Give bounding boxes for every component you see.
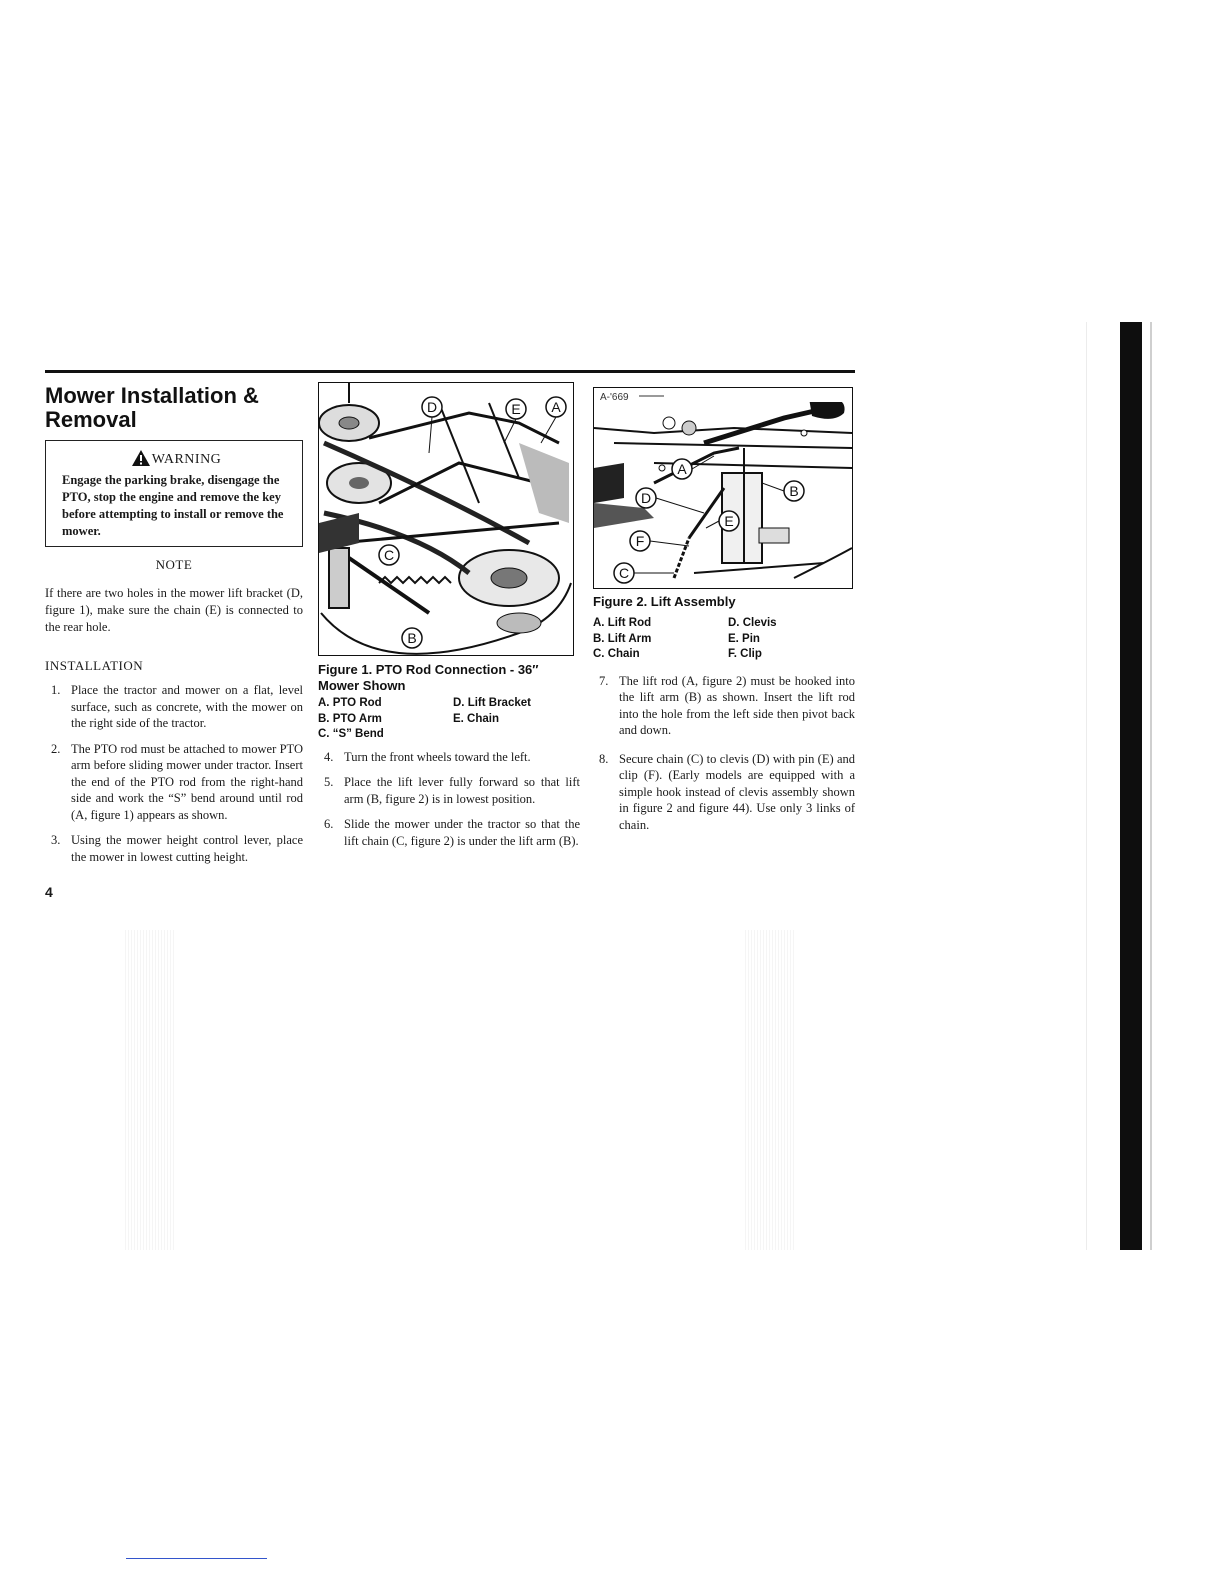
- legend-item: B. Lift Arm: [593, 632, 652, 645]
- warning-box: [45, 440, 303, 547]
- page-title: Mower Installation & Removal: [45, 383, 259, 432]
- legend-item: E. Pin: [728, 632, 760, 645]
- note-heading: NOTE: [155, 557, 193, 572]
- figure-1-caption: Figure 1. PTO Rod Connection - 36″ Mower Shown: [318, 662, 539, 693]
- step-number: 4.: [324, 749, 334, 764]
- figure-2-tag: A-'669: [600, 392, 629, 403]
- callout-f: F: [635, 533, 645, 549]
- legend-item: C. Chain: [593, 648, 640, 660]
- lift-assembly-drawing: [594, 388, 852, 588]
- callout-e: E: [511, 401, 521, 417]
- steps-7-8: [593, 673, 855, 834]
- steps-4-6: [318, 749, 580, 850]
- legend-item: E. Chain: [453, 712, 500, 725]
- step-text: Using the mower height control lever, place the mower in lowest cutting height.: [71, 833, 303, 864]
- step-item: [45, 832, 303, 865]
- step-text: The PTO rod must be attached to mower PTO arm before sliding mower under tractor. Insert the end of the PTO rod from the right-hand side and work the “S” bend around until rod (A, figure 1) appears as shown.: [71, 741, 303, 822]
- legend-item: [453, 727, 580, 743]
- page-number: 4: [45, 884, 53, 900]
- scan-speckle: [745, 930, 795, 1250]
- column-1: [45, 382, 303, 874]
- callout-a: A: [551, 399, 561, 415]
- step-item: [45, 682, 303, 732]
- figure-2-illustration: [593, 387, 853, 589]
- step-number: 7.: [599, 673, 609, 688]
- callout-b: B: [407, 630, 417, 646]
- warning-text: Engage the parking brake, disengage the PTO, stop the engine and remove the key before attempting to install or remove the mower.: [62, 473, 284, 538]
- step-number: 6.: [324, 817, 334, 831]
- figure-2-legend: [593, 616, 855, 663]
- warning-triangle-icon: [131, 449, 151, 467]
- underline-artifact: [126, 1558, 267, 1559]
- callout-a: A: [677, 461, 687, 477]
- callout-d: D: [640, 490, 652, 506]
- scan-speckle: [125, 930, 175, 1250]
- callout-c: C: [383, 547, 395, 563]
- column-2: [318, 382, 580, 858]
- step-item: [318, 774, 580, 807]
- callout-c: C: [618, 565, 630, 581]
- step-text: Secure chain (C) to clevis (D) with pin (E) and clip (F). (Early models are equipped with a simple hook instead of clevis assembly shown in figure 2 and figure 44). Use only 3 links of chain.: [619, 751, 855, 832]
- step-text: Turn the front wheels toward the left.: [344, 749, 531, 764]
- step-number: 2.: [51, 741, 61, 756]
- warning-heading: [62, 449, 290, 468]
- figure-2-caption: Figure 2. Lift Assembly: [593, 594, 736, 609]
- callout-e: E: [724, 513, 734, 529]
- legend-item: D. Clevis: [728, 617, 777, 629]
- legend-item: B. PTO Arm: [318, 712, 382, 725]
- legend-item: D. Lift Bracket: [453, 697, 531, 709]
- step-item: [593, 673, 855, 739]
- step-text: The lift rod (A, figure 2) must be hooked into the lift arm (B) as shown. Insert the lift rod into the hole from the left side then pivot back and down.: [619, 673, 855, 737]
- step-item: [318, 749, 580, 766]
- note-text: If there are two holes in the mower lift bracket (D, figure 1), make sure the chain (E) is connected to the rear hole.: [45, 586, 303, 634]
- step-item: [593, 751, 855, 834]
- callout-d: D: [426, 399, 438, 415]
- step-text: Place the tractor and mower on a flat, level surface, such as concrete, with the mower on the right side of the tractor.: [71, 683, 303, 730]
- step-text: Place the lift lever fully forward so that lift arm (B, figure 2) is in lowest position.: [344, 775, 580, 806]
- step-item: [318, 816, 580, 849]
- step-number: 5.: [324, 775, 334, 789]
- scan-edge-line: [1150, 322, 1152, 1250]
- pto-rod-drawing: [319, 383, 573, 655]
- scan-edge-line: [1086, 322, 1087, 1250]
- top-rule: [45, 370, 855, 373]
- step-text: Slide the mower under the tractor so that the lift chain (C, figure 2) is under the lift arm (B).: [344, 817, 580, 848]
- legend-item: A. Lift Rod: [593, 617, 652, 629]
- figure-1-legend: [318, 696, 580, 743]
- scan-binding-edge: [1120, 322, 1142, 1250]
- warning-heading-text: WARNING: [151, 452, 222, 467]
- legend-item: F. Clip: [728, 648, 762, 660]
- step-item: [45, 741, 303, 824]
- column-3: [593, 387, 855, 842]
- step-number: 1.: [51, 683, 61, 697]
- installation-heading: INSTALLATION: [45, 658, 144, 673]
- installation-steps: [45, 682, 303, 865]
- step-number: 8.: [599, 751, 609, 766]
- legend-item: C. “S” Bend: [318, 728, 384, 740]
- step-number: 3.: [51, 833, 61, 847]
- figure-1-illustration: [318, 382, 574, 656]
- legend-item: A. PTO Rod: [318, 697, 382, 709]
- callout-b: B: [789, 483, 799, 499]
